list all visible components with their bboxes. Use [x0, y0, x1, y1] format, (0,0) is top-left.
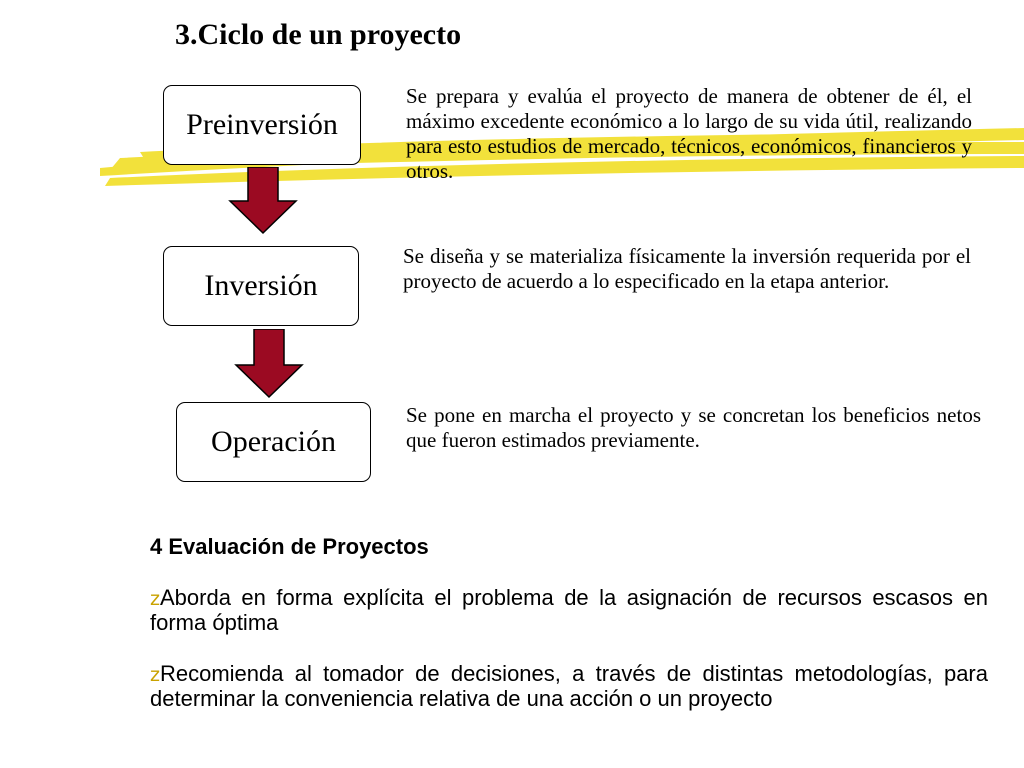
- stage-preinversion-label: Preinversión: [186, 108, 338, 141]
- stage-operacion-description: Se pone en marcha el proyecto y se concretan los beneficios netos que fueron estimados previamente.: [406, 403, 981, 452]
- arrow-down-icon: [228, 167, 298, 235]
- evaluation-heading: 4 Evaluación de Proyectos: [150, 534, 429, 559]
- evaluation-bullet: [150, 586, 988, 635]
- stage-inversion-box: [163, 246, 359, 326]
- z-bullet-icon: z: [150, 588, 160, 610]
- evaluation-bullet-text: Aborda en forma explícita el problema de la asignación de recursos escasos en forma óptima: [150, 585, 988, 635]
- stage-operacion-box: [176, 402, 371, 482]
- stage-preinversion-description: Se prepara y evalúa el proyecto de manera de obtener de él, el máximo excedente económico a lo largo de su vida útil, realizando para esto estudios de mercado, técnicos, económicos, financieros y otros.: [406, 84, 972, 183]
- stage-preinversion-box: [163, 85, 361, 165]
- slide-title: 3.Ciclo de un proyecto: [175, 18, 462, 51]
- evaluation-bullet-text: Recomienda al tomador de decisiones, a través de distintas metodologías, para determinar la conveniencia relativa de una acción o un proyecto: [150, 661, 988, 711]
- stage-operacion-label: Operación: [211, 425, 336, 458]
- evaluation-bullet: [150, 662, 988, 711]
- arrow-down-icon: [234, 329, 304, 399]
- stage-inversion-label: Inversión: [204, 269, 318, 302]
- z-bullet-icon: z: [150, 664, 160, 686]
- stage-inversion-description: Se diseña y se materializa físicamente la inversión requerida por el proyecto de acuerdo a lo especificado en la etapa anterior.: [403, 244, 971, 293]
